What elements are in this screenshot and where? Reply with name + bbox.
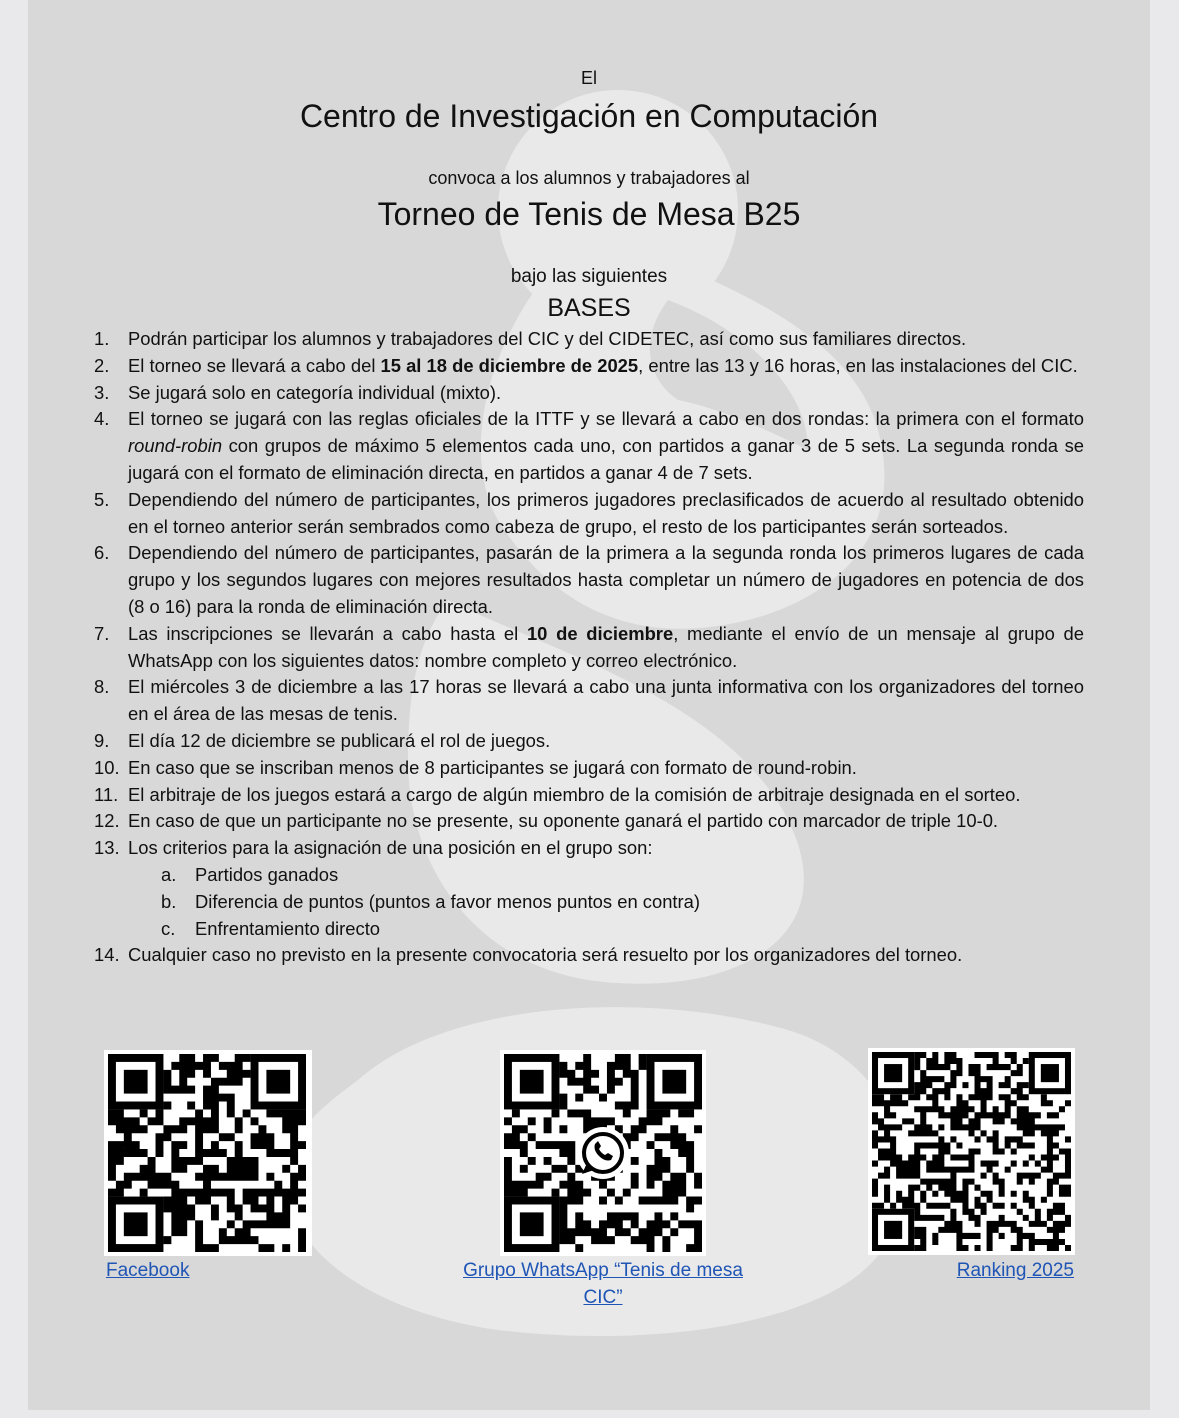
criteria-item: a. Partidos ganados — [161, 863, 339, 885]
rule-item: 3. Se jugará solo en categoría individual (mixto). — [94, 381, 502, 403]
under-text: bajo las siguientes — [510, 266, 668, 287]
event-title: Torneo de Tenis de Mesa B25 — [377, 196, 801, 232]
rule-item: 4. El torneo se jugará con las reglas oficiales de la ITTF y se llevará a cabo en dos rondas: la primera con el formato round-robin con grupos de máximo 5 elementos cada uno, con partidos a ganar 3 de 5 sets. La segunda ronda se jugará con el formato de eliminación directa, en partidos a ganar 4 de 7 sets. — [94, 408, 1084, 483]
facebook-link[interactable]: Facebook — [106, 1260, 190, 1281]
rule-item: 2. El torneo se llevará a cabo del 15 al 18 de diciembre de 2025, entre las 13 y 16 horas, en las instalaciones del CIC. — [94, 354, 1078, 376]
whatsapp-link-line2[interactable]: CIC” — [583, 1287, 623, 1308]
criteria-item: c. Enfrentamiento directo — [161, 917, 381, 939]
rule-item: 6. Dependiendo del número de participantes, pasarán de la primera a la segunda ronda los primeros lugares de cada grupo y los segundos lugares con mejores resultados hasta completar un número de jugadores en potencia de dos (8 o 16) para la ronda de eliminación directa. — [94, 542, 1084, 617]
rule-item: 7. Las inscripciones se llevarán a cabo hasta el 10 de diciembre, mediante el envío de un mensaje al grupo de WhatsApp con los siguientes datos: nombre completo y correo electrónico. — [94, 622, 1084, 671]
ranking-qr-code[interactable] — [868, 1048, 1075, 1255]
intro-text: El — [580, 68, 597, 88]
rule-item: 14. Cualquier caso no previsto en la presente convocatoria será resuelto por los organizadores del torneo. — [94, 944, 963, 966]
facebook-qr-code[interactable] — [104, 1050, 312, 1256]
qr-pattern — [868, 1048, 1075, 1255]
ranking-link[interactable]: Ranking 2025 — [956, 1260, 1074, 1281]
whatsapp-icon — [577, 1127, 629, 1179]
institution-title: Centro de Investigación en Computación — [299, 98, 879, 134]
whatsapp-qr-code[interactable] — [500, 1050, 706, 1256]
rule-item: 5. Dependiendo del número de participantes, los primeros jugadores preclasificados de acuerdo al resultado obtenido en el torneo anterior serán sembrados como cabeza de grupo, el resto de los participantes serán sorteados. — [94, 488, 1084, 537]
rule-item: 13. Los criterios para la asignación de una posición en el grupo son: a. Partidos ganados b. Diferencia de puntos (puntos a favor menos puntos en contra) c. Enfrentamiento directo — [94, 835, 1084, 942]
criteria-list — [128, 862, 1084, 942]
document-page — [28, 0, 1150, 1410]
qr-pattern — [500, 1050, 706, 1256]
qr-pattern — [104, 1050, 312, 1256]
criteria-item: b. Diferencia de puntos (puntos a favor menos puntos en contra) — [161, 890, 701, 912]
rule-item: 1. Podrán participar los alumnos y trabajadores del CIC y del CIDETEC, así como sus familiares directos. — [94, 328, 967, 349]
bases-heading: BASES — [547, 294, 631, 322]
invite-text: convoca a los alumnos y trabajadores al — [428, 168, 750, 188]
whatsapp-link-line1[interactable]: Grupo WhatsApp “Tenis de mesa — [463, 1260, 743, 1281]
rule-item: 12. En caso de que un participante no se presente, su oponente ganará el partido con marcador de triple 10-0. — [94, 810, 999, 832]
rule-item: 9. El día 12 de diciembre se publicará el rol de juegos. — [94, 729, 551, 751]
rule-item: 11. El arbitraje de los juegos estará a cargo de algún miembro de la comisión de arbitraje designada en el sorteo. — [94, 783, 1021, 805]
rules-list — [94, 326, 1084, 969]
rule-item: 8. El miércoles 3 de diciembre a las 17 horas se llevará a cabo una junta informativa con los organizadores del torneo en el área de las mesas de tenis. — [94, 676, 1084, 725]
rule-item: 10. En caso que se inscriban menos de 8 participantes se jugará con formato de round-robin. — [94, 756, 857, 778]
